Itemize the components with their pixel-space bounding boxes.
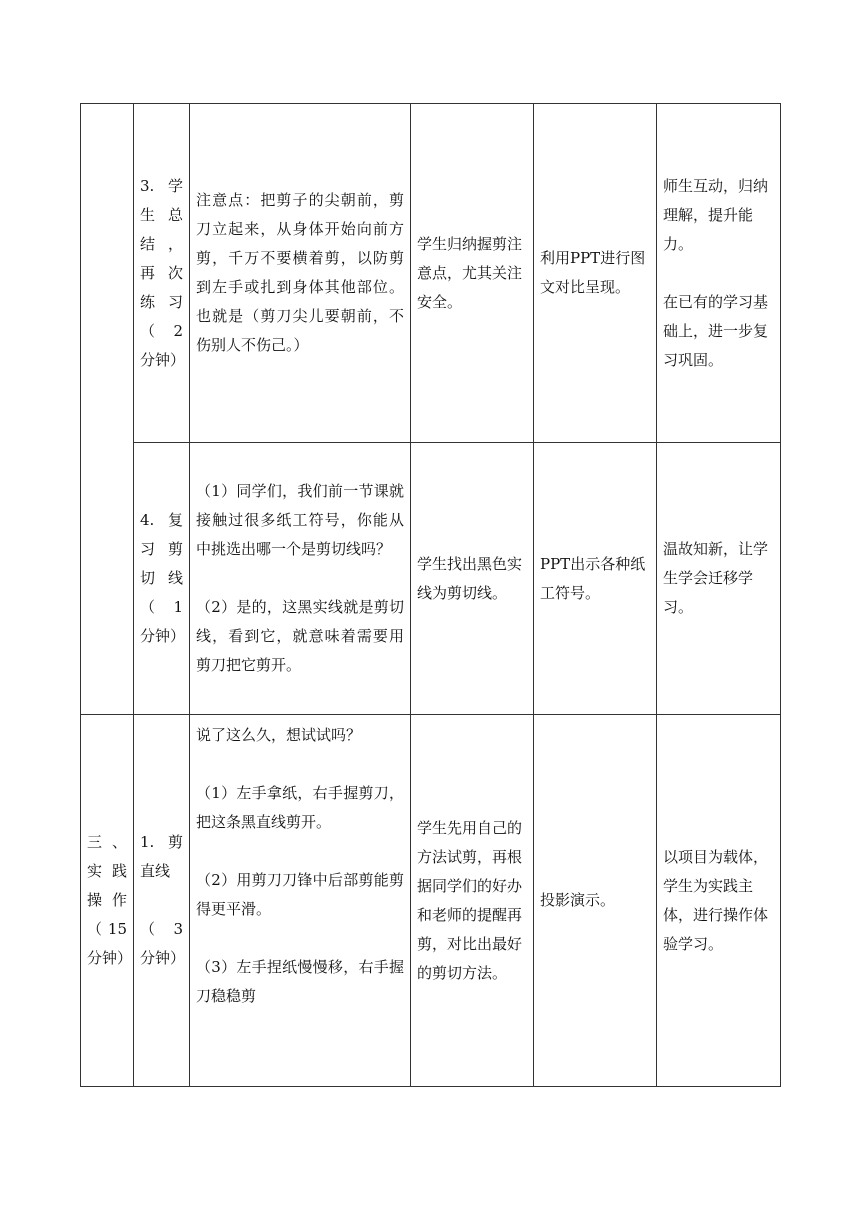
lesson-plan-table — [80, 103, 781, 1087]
content-paragraph: 说了这么久，想试试吗？ — [196, 726, 362, 744]
table-row — [81, 443, 781, 715]
media-cell: 投影演示。 — [534, 715, 657, 1087]
step-time: （ 3分钟） — [140, 920, 186, 967]
table-row — [81, 104, 781, 443]
content-paragraph: （2）是的，这黑实线就是剪切线，看到它，就意味着需要用剪刀把它剪开。 — [196, 598, 404, 674]
student-activity-cell: 学生先用自己的方法试剪，再根据同学们的好办和老师的提醒再剪，对比出最好的剪切方法。 — [411, 715, 534, 1087]
content-paragraph: （1）同学们，我们前一节课就接触过很多纸工符号，你能从中挑选出哪一个是剪切线吗？ — [196, 482, 404, 558]
intent-cell: 温故知新，让学生学会迁移学习。 — [657, 443, 781, 715]
intent-paragraph: 师生互动，归纳理解，提升能力。 — [663, 176, 769, 253]
media-cell: 利用PPT进行图文对比呈现。 — [534, 104, 657, 443]
media-cell: PPT出示各种纸工符号。 — [534, 443, 657, 715]
content-cell — [190, 104, 411, 443]
intent-cell — [657, 104, 781, 443]
step-cell: 4. 复习剪切线（ 1分钟） — [134, 443, 190, 715]
section-cell: 三、实践操作（15分钟） — [81, 715, 134, 1087]
section-cell — [81, 104, 134, 715]
content-cell — [190, 715, 411, 1087]
content-cell — [190, 443, 411, 715]
content-paragraph: （3）左手捏纸慢慢移，右手握刀稳稳剪 — [196, 958, 404, 1005]
intent-cell: 以项目为载体，学生为实践主体，进行操作体验学习。 — [657, 715, 781, 1087]
step-title: 1. 剪直线 — [140, 833, 183, 880]
table-row — [81, 715, 781, 1087]
step-cell: 3. 学生总结，再次练习（ 2分钟） — [134, 104, 190, 443]
content-paragraph: 注意点：把剪子的尖朝前，剪刀立起来，从身体开始向前方剪，千万不要横着剪，以防剪到左手或扎到身体其他部位。也就是（剪刀尖儿要朝前，不伤别人不伤己。） — [196, 191, 404, 354]
step-cell — [134, 715, 190, 1087]
student-activity-cell: 学生找出黑色实线为剪切线。 — [411, 443, 534, 715]
student-activity-cell: 学生归纳握剪注意点，尤其关注安全。 — [411, 104, 534, 443]
intent-paragraph: 在已有的学习基础上，进一步复习巩固。 — [663, 292, 769, 369]
content-paragraph: （1）左手拿纸，右手握剪刀，把这条黑直线剪开。 — [196, 784, 404, 831]
content-paragraph: （2）用剪刀刀锋中后部剪能剪得更平滑。 — [196, 871, 404, 918]
